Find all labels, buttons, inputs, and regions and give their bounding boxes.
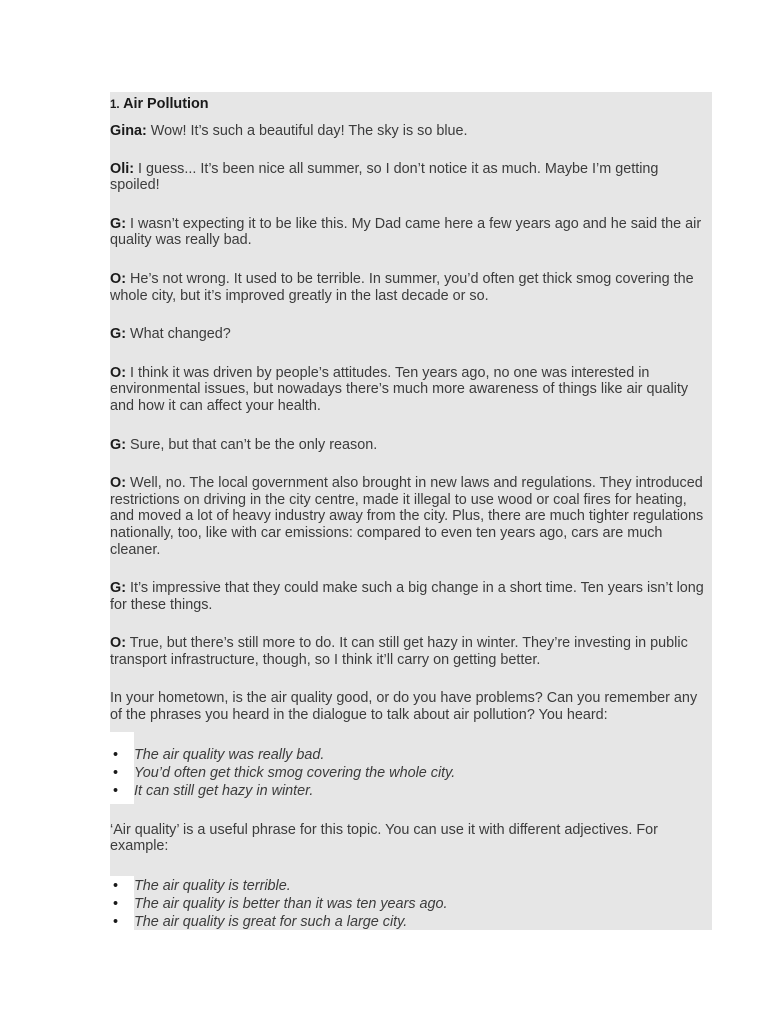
phrase-text: It can still get hazy in winter. <box>134 782 314 799</box>
speaker-name: G: <box>110 436 126 453</box>
dialogue-line <box>110 365 712 415</box>
bullet-icon: • <box>113 764 119 781</box>
speaker-name: O: <box>110 635 126 652</box>
speaker-name: O: <box>110 364 126 381</box>
section-title: Air Pollution <box>123 96 209 112</box>
dialogue-text: True, but there’s still more to do. It can still get hazy in winter. They’re investing in public transport infrastructure, though, so I think it’ll carry on getting better. <box>110 635 688 668</box>
phrase-text: The air quality is terrible. <box>134 877 291 894</box>
speaker-name: G: <box>110 215 126 232</box>
dialogue-line <box>110 580 712 613</box>
dialogue-line <box>110 475 712 558</box>
speaker-name: G: <box>110 580 126 597</box>
document-section <box>110 92 712 953</box>
phrase-text: The air quality is better than it was ten years ago. <box>134 895 448 912</box>
bullet-icon: • <box>113 782 119 799</box>
bullet-icon: • <box>113 895 119 912</box>
list-item <box>113 877 712 895</box>
dialogue-line <box>110 271 712 304</box>
speaker-name: G: <box>110 326 126 343</box>
bullet-icon: • <box>113 877 119 894</box>
list-item <box>113 895 712 913</box>
list-item <box>113 764 712 782</box>
dialogue-text: He’s not wrong. It used to be terrible. In summer, you’d often get thick smog covering the whole city, but it’s improved greatly in the last decade or so. <box>110 270 694 304</box>
phrase-text: You’d often get thick smog covering the whole city. <box>134 764 456 781</box>
dialogue-text: It’s impressive that they could make such a big change in a short time. Ten years isn’t long for these things. <box>110 580 704 613</box>
dialogue-line <box>110 216 712 249</box>
dialogue-line <box>110 161 712 194</box>
dialogue-text: Wow! It’s such a beautiful day! The sky is so blue. <box>146 123 468 139</box>
dialogue-text: Well, no. The local government also brought in new laws and regulations. They introduced restrictions on driving in the city centre, made it illegal to use wood or coal fires for heating, and moved a lot of heavy industry away from the city. Plus, there are much tighter regulations nationally, too, like with car emissions: compared to even ten years ago, cars are much cleaner. <box>110 475 704 558</box>
adjective-examples-list <box>110 877 712 931</box>
speaker-name: O: <box>110 270 126 287</box>
dialogue-line <box>110 326 712 343</box>
dialogue-text: I guess... It’s been nice all summer, so I don’t notice it as much. Maybe I’m getting spoiled! <box>110 160 659 194</box>
list-item <box>113 746 712 764</box>
heard-phrases-list <box>110 746 712 800</box>
bullet-icon: • <box>113 746 119 763</box>
phrase-text: The air quality was really bad. <box>134 746 325 763</box>
dialogue-line <box>110 635 712 668</box>
dialogue-line <box>110 437 712 454</box>
question-paragraph: In your hometown, is the air quality good, or do you have problems? Can you remember any of the phrases you heard in the dialogue to talk about air pollution? You heard: <box>110 690 698 724</box>
bullet-icon: • <box>113 913 119 930</box>
dialogue-text: I wasn’t expecting it to be like this. My Dad came here a few years ago and he said the air quality was really bad. <box>110 215 702 249</box>
speaker-name: O: <box>110 475 126 492</box>
phrase-text: The air quality is great for such a large city. <box>134 913 408 930</box>
adjective-intro-paragraph: ‘Air quality’ is a useful phrase for this topic. You can use it with different adjectives. For example: <box>110 821 658 855</box>
section-number: 1. <box>110 99 120 111</box>
list-item <box>113 913 712 931</box>
dialogue-text: I think it was driven by people’s attitudes. Ten years ago, no one was interested in environmental issues, but nowadays there’s much more awareness of things like air quality and how it can affect your health. <box>110 364 689 414</box>
list-item <box>113 782 712 800</box>
dialogue-text: What changed? <box>126 326 231 343</box>
dialogue-text: Sure, but that can’t be the only reason. <box>126 436 378 453</box>
dialogue-line <box>110 123 712 140</box>
speaker-name: Oli: <box>110 160 134 177</box>
section-heading <box>110 96 712 114</box>
speaker-name: Gina: <box>110 123 147 139</box>
